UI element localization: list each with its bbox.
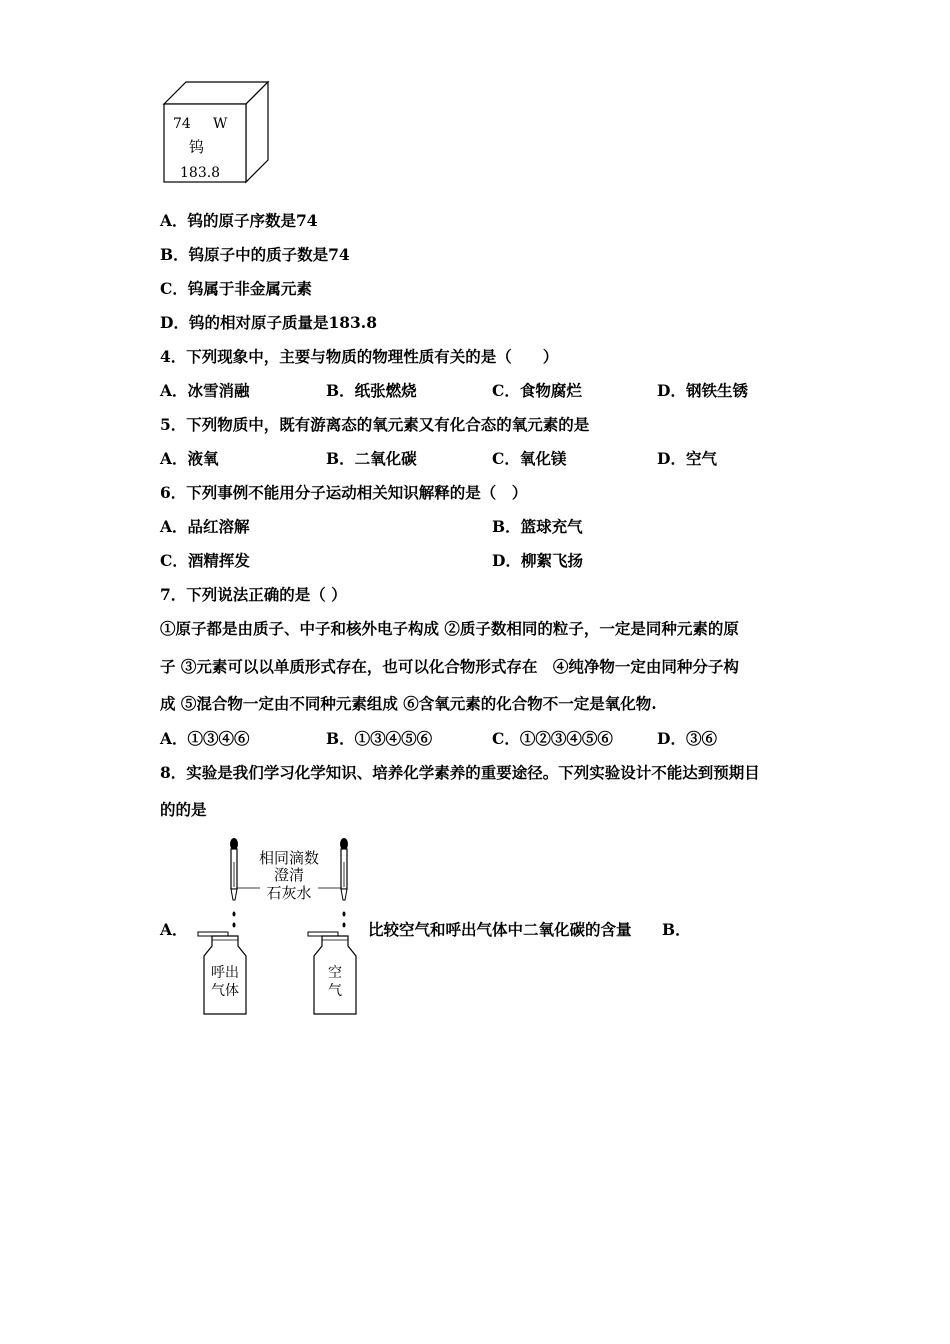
q7-body-line-2: 子 ③元素可以以单质形式存在，也可以化合物形式存在 ④纯净物一定由同种分子构 [160, 657, 739, 676]
q4-option-b: B．纸张燃烧 [326, 381, 417, 400]
q7-body-line-3: 成 ⑤混合物一定由不同种元素组成 ⑥含氧元素的化合物不一定是氧化物. [160, 694, 657, 713]
q6-option-a: A．品红溶解 [160, 517, 250, 536]
q3-option-a: A．钨的原子序数是74 [160, 211, 318, 230]
q4-option-a: A．冰雪消融 [160, 381, 250, 400]
q8-option-a-text: 比较空气和呼出气体中二氧化碳的含量 [368, 920, 632, 939]
right-bottle-label-line-2: 气 [328, 983, 342, 999]
q6-option-d: D．柳絮飞扬 [492, 551, 583, 570]
right-dropper-icon [340, 838, 348, 928]
q7-stem: 7．下列说法正确的是（ ） [160, 585, 347, 604]
q8-stem-line-1: 8．实验是我们学习化学知识、培养化学素养的重要途径。下列实验设计不能达到预期目 [160, 763, 760, 782]
q3-option-b: B．钨原子中的质子数是74 [160, 245, 350, 264]
element-mass: 183.8 [180, 165, 221, 181]
element-atomic-number: 74 [173, 116, 191, 132]
q4-option-c: C．食物腐烂 [492, 381, 582, 400]
left-bottle-label-line-1: 呼出 [211, 965, 239, 981]
q5-option-a: A．液氧 [160, 449, 219, 468]
q3-option-c: C．钨属于非金属元素 [160, 279, 312, 298]
q8-stem-line-2: 的的是 [160, 800, 207, 819]
q7-body-line-1: ①原子都是由质子、中子和核外电子构成 ②质子数相同的粒子，一定是同种元素的原 [160, 619, 739, 638]
right-bottle-label-line-1: 空 [328, 965, 342, 981]
left-dropper-icon [230, 838, 238, 928]
q6-option-c: C．酒精挥发 [160, 551, 250, 570]
q5-stem: 5．下列物质中，既有游离态的氧元素又有化合态的氧元素的是 [160, 415, 590, 434]
q5-option-d: D．空气 [657, 449, 717, 468]
q8-option-b-label: B． [662, 920, 691, 939]
q7-option-b: B．①③④⑤⑥ [326, 729, 433, 748]
element-name: 钨 [189, 138, 205, 156]
q7-option-d: D．③⑥ [657, 729, 717, 748]
q6-stem: 6．下列事例不能用分子运动相关知识解释的是（ ） [160, 483, 528, 502]
dropper-label-line-1: 相同滴数 [258, 849, 320, 867]
q3-option-d: D．钨的相对原子质量是183.8 [160, 313, 377, 332]
element-card-figure [160, 78, 272, 186]
q8-experiment-figure [190, 832, 370, 1022]
dropper-label-line-3: 石灰水 [266, 884, 312, 902]
q6-option-b: B．篮球充气 [492, 517, 583, 536]
q5-option-c: C．氧化镁 [492, 449, 567, 468]
q7-option-c: C．①②③④⑤⑥ [492, 729, 613, 748]
q7-option-a: A．①③④⑥ [160, 729, 250, 748]
q8-option-a-label: A． [160, 920, 188, 939]
dropper-label-line-2: 澄清 [273, 866, 305, 884]
left-bottle-label-line-2: 气体 [211, 983, 239, 999]
q5-option-b: B．二氧化碳 [326, 449, 417, 468]
q4-stem: 4．下列现象中，主要与物质的物理性质有关的是（ ） [160, 347, 559, 366]
q4-option-d: D．钢铁生锈 [657, 381, 748, 400]
element-symbol: W [213, 116, 228, 132]
